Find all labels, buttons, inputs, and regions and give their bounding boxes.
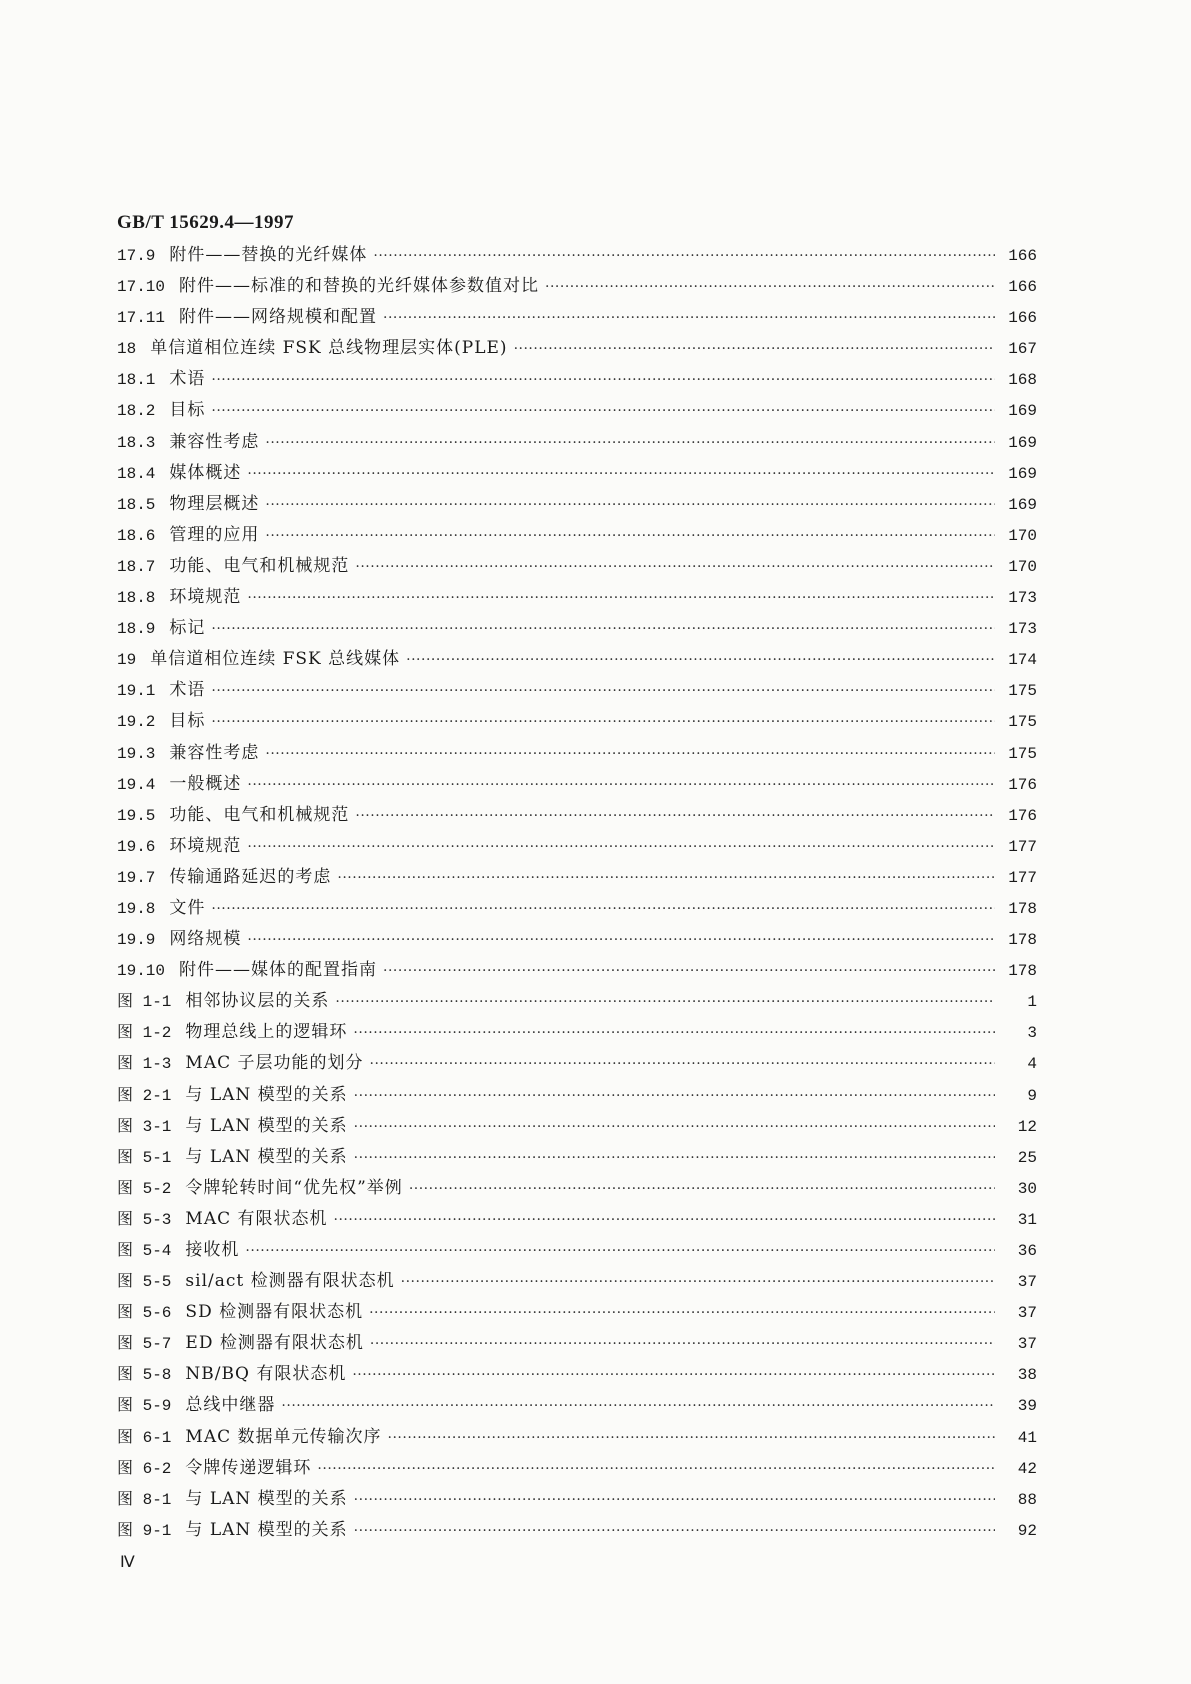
toc-entry-page: 169 bbox=[1008, 464, 1037, 483]
toc-entry-page: 37 bbox=[1017, 1335, 1037, 1354]
toc-entry-number: 图 6-1 bbox=[117, 1428, 172, 1447]
toc-entry-page: 175 bbox=[1008, 713, 1037, 732]
toc-entry bbox=[117, 395, 1037, 426]
toc-entry-number: 19.2 bbox=[117, 713, 156, 732]
toc-entry-page: 169 bbox=[1008, 433, 1037, 452]
toc-entry-page: 170 bbox=[1008, 557, 1037, 576]
dot-leader bbox=[211, 372, 995, 388]
toc-entry-page: 37 bbox=[1017, 1304, 1037, 1323]
toc-entry-title: 附件——媒体的配置指南 bbox=[179, 960, 378, 981]
toc-entry-page: 169 bbox=[1008, 495, 1037, 514]
dot-leader bbox=[245, 1243, 995, 1259]
toc-entry-title: 媒体概述 bbox=[169, 462, 242, 483]
toc-entry bbox=[117, 1453, 1037, 1484]
toc-entry-page: 9 bbox=[1027, 1086, 1037, 1105]
dot-leader bbox=[265, 435, 995, 451]
toc-entry-page: 176 bbox=[1008, 806, 1037, 825]
dot-leader bbox=[211, 901, 995, 917]
toc-entry-number: 19.5 bbox=[117, 806, 156, 825]
toc-entry-title: 物理层概述 bbox=[169, 493, 260, 514]
dot-leader bbox=[406, 652, 995, 668]
toc-entry bbox=[117, 1359, 1037, 1390]
toc-entry-title: 术语 bbox=[169, 680, 206, 701]
toc-entry bbox=[117, 364, 1037, 395]
dot-leader bbox=[355, 559, 995, 575]
toc-entry-title: 附件——替换的光纤媒体 bbox=[169, 245, 368, 265]
toc-entry-page: 42 bbox=[1017, 1459, 1037, 1478]
toc-entry bbox=[117, 1142, 1037, 1173]
toc-entry-title: NB/BQ 有限状态机 bbox=[185, 1364, 347, 1385]
dot-leader bbox=[354, 1492, 995, 1508]
toc-entry-title: 管理的应用 bbox=[169, 524, 260, 545]
dot-leader bbox=[247, 839, 995, 855]
toc-entry bbox=[117, 1266, 1037, 1297]
toc-entry bbox=[117, 862, 1037, 893]
toc-entry bbox=[117, 271, 1037, 302]
toc-entry-page: 3 bbox=[1027, 1024, 1037, 1043]
toc-entry-title: 与 LAN 模型的关系 bbox=[185, 1146, 348, 1167]
document-header: GB/T 15629.4—1997 bbox=[117, 212, 295, 233]
toc-entry-title: 环境规范 bbox=[169, 587, 242, 608]
toc-entry-page: 170 bbox=[1008, 526, 1037, 545]
toc-entry-number: 图 8-1 bbox=[117, 1490, 172, 1509]
dot-leader bbox=[409, 1181, 995, 1197]
dot-leader bbox=[383, 310, 995, 326]
dot-leader bbox=[247, 466, 995, 482]
dot-leader bbox=[211, 683, 995, 699]
dot-leader bbox=[370, 1336, 995, 1352]
dot-leader bbox=[353, 1025, 995, 1041]
toc-entry bbox=[117, 1390, 1037, 1421]
toc-entry-title: 与 LAN 模型的关系 bbox=[185, 1488, 348, 1509]
toc-entry-title: 一般概述 bbox=[169, 773, 242, 794]
toc-entry bbox=[117, 613, 1037, 644]
toc-entry-page: 168 bbox=[1008, 371, 1037, 390]
toc-entry bbox=[117, 1422, 1037, 1453]
toc-entry-title: 总线中继器 bbox=[185, 1395, 276, 1416]
dot-leader bbox=[383, 963, 995, 979]
dot-leader bbox=[317, 1461, 995, 1477]
dot-leader bbox=[211, 621, 995, 637]
toc-entry bbox=[117, 1515, 1037, 1546]
toc-entry bbox=[117, 302, 1037, 333]
dot-leader bbox=[369, 1305, 995, 1321]
toc-entry-page: 173 bbox=[1008, 620, 1037, 639]
toc-entry-page: 167 bbox=[1008, 340, 1037, 359]
toc-entry-number: 图 5-5 bbox=[117, 1273, 172, 1292]
toc-entry-title: 接收机 bbox=[185, 1240, 240, 1260]
toc-entry-page: 4 bbox=[1027, 1055, 1037, 1074]
toc-entry-number: 19.9 bbox=[117, 931, 156, 950]
toc-entry-page: 169 bbox=[1008, 402, 1037, 421]
toc-entry-title: 附件——标准的和替换的光纤媒体参数值对比 bbox=[179, 276, 540, 297]
toc-entry-number: 18.8 bbox=[117, 589, 156, 608]
toc-entry-title: 附件——网络规模和配置 bbox=[179, 307, 378, 328]
toc-entry-number: 19.7 bbox=[117, 868, 156, 887]
toc-entry-number: 18.6 bbox=[117, 526, 156, 545]
dot-leader bbox=[352, 1367, 995, 1383]
toc-entry-page: 177 bbox=[1008, 837, 1037, 856]
dot-leader bbox=[373, 248, 995, 264]
toc-entry bbox=[117, 1484, 1037, 1515]
dot-leader bbox=[265, 746, 995, 762]
toc-entry-title: MAC 有限状态机 bbox=[185, 1208, 328, 1229]
toc-entry bbox=[117, 675, 1037, 706]
toc-entry bbox=[117, 1048, 1037, 1079]
toc-entry-title: 令牌轮转时间“优先权”举例 bbox=[185, 1177, 403, 1198]
toc-entry-number: 图 9-1 bbox=[117, 1521, 172, 1540]
toc-entry bbox=[117, 520, 1037, 551]
toc-entry-title: 与 LAN 模型的关系 bbox=[185, 1519, 348, 1540]
toc-entry-number: 图 5-4 bbox=[117, 1242, 172, 1260]
toc-entry-title: 网络规模 bbox=[169, 929, 242, 950]
dot-leader bbox=[211, 403, 995, 419]
toc-entry-number: 图 5-6 bbox=[117, 1304, 172, 1323]
toc-entry-page: 25 bbox=[1017, 1148, 1037, 1167]
toc-entry bbox=[117, 427, 1037, 458]
toc-entry-page: 38 bbox=[1017, 1366, 1037, 1385]
toc-entry bbox=[117, 1173, 1037, 1204]
dot-leader bbox=[337, 870, 995, 886]
toc-entry-number: 19.3 bbox=[117, 744, 156, 763]
toc-entry-page: 175 bbox=[1008, 744, 1037, 763]
toc-entry-page: 166 bbox=[1008, 247, 1037, 265]
dot-leader bbox=[281, 1398, 995, 1414]
page-number-footer: Ⅳ bbox=[120, 1554, 135, 1571]
toc-entry-title: 令牌传递逻辑环 bbox=[185, 1457, 312, 1478]
toc-entry-title: 目标 bbox=[169, 400, 206, 421]
toc-entry-page: 31 bbox=[1017, 1210, 1037, 1229]
toc-entry bbox=[117, 706, 1037, 737]
dot-leader bbox=[247, 932, 995, 948]
toc-entry bbox=[117, 800, 1037, 831]
toc-entry-number: 18.5 bbox=[117, 495, 156, 514]
toc-entry-page: 175 bbox=[1008, 682, 1037, 701]
toc-entry-title: SD 检测器有限状态机 bbox=[185, 1302, 364, 1323]
toc-entry-number: 19.6 bbox=[117, 837, 156, 856]
toc-entry-number: 17.11 bbox=[117, 309, 166, 328]
toc-entry bbox=[117, 333, 1037, 364]
toc-entry-number: 19.4 bbox=[117, 775, 156, 794]
toc-entry-title: 兼容性考虑 bbox=[169, 742, 260, 763]
toc-entry-title: MAC 子层功能的划分 bbox=[185, 1053, 364, 1074]
toc-entry-title: 标记 bbox=[169, 618, 206, 639]
toc-entry-title: 环境规范 bbox=[169, 835, 242, 856]
toc-entry-page: 176 bbox=[1008, 775, 1037, 794]
dot-leader bbox=[265, 528, 995, 544]
dot-leader bbox=[388, 1430, 995, 1446]
toc-entry-title: 单信道相位连续 FSK 总线媒体 bbox=[150, 649, 401, 670]
dot-leader bbox=[545, 279, 995, 295]
toc-entry bbox=[117, 1204, 1037, 1235]
toc-entry-title: 与 LAN 模型的关系 bbox=[185, 1084, 348, 1105]
toc-entry-title: sil/act 检测器有限状态机 bbox=[185, 1271, 395, 1292]
dot-leader bbox=[514, 341, 995, 357]
toc-entry bbox=[117, 831, 1037, 862]
toc-entry-title: ED 检测器有限状态机 bbox=[185, 1333, 364, 1354]
toc-entry-number: 19 bbox=[117, 651, 137, 670]
toc-entry-number: 图 3-1 bbox=[117, 1117, 172, 1136]
toc-entry-page: 174 bbox=[1008, 651, 1037, 670]
toc-entry bbox=[117, 1297, 1037, 1328]
toc-entry-page: 12 bbox=[1017, 1117, 1037, 1136]
toc-entry-title: 目标 bbox=[169, 711, 206, 732]
toc-entry bbox=[117, 738, 1037, 769]
toc-entry-number: 图 1-2 bbox=[117, 1024, 172, 1043]
toc-entry-number: 19.8 bbox=[117, 899, 156, 918]
toc-entry-number: 图 5-8 bbox=[117, 1366, 172, 1385]
dot-leader bbox=[265, 497, 995, 513]
toc-entry-number: 19.1 bbox=[117, 682, 156, 701]
toc-entry bbox=[117, 955, 1037, 986]
toc-entry bbox=[117, 458, 1037, 489]
toc-entry-number: 图 5-7 bbox=[117, 1335, 172, 1354]
dot-leader bbox=[247, 590, 995, 606]
toc-entry-number: 19.10 bbox=[117, 962, 166, 981]
toc-entry-number: 图 5-9 bbox=[117, 1397, 172, 1416]
toc-entry-page: 36 bbox=[1017, 1242, 1037, 1260]
toc-entry-page: 178 bbox=[1008, 899, 1037, 918]
toc-entry-number: 18 bbox=[117, 340, 137, 359]
dot-leader bbox=[354, 1119, 995, 1135]
dot-leader bbox=[370, 1056, 995, 1072]
toc-entry-title: 传输通路延迟的考虑 bbox=[169, 866, 332, 887]
toc-entry-page: 88 bbox=[1017, 1490, 1037, 1509]
dot-leader bbox=[401, 1274, 995, 1290]
toc-entry-number: 18.4 bbox=[117, 464, 156, 483]
toc-entry-number: 图 1-3 bbox=[117, 1055, 172, 1074]
toc-entry-number: 18.3 bbox=[117, 433, 156, 452]
toc-entry bbox=[117, 986, 1037, 1017]
toc-entry bbox=[117, 551, 1037, 582]
toc-entry-number: 18.1 bbox=[117, 371, 156, 390]
toc-entry-title: 单信道相位连续 FSK 总线物理层实体(PLE) bbox=[150, 338, 508, 359]
toc-entry bbox=[117, 1080, 1037, 1111]
toc-entry bbox=[117, 769, 1037, 800]
toc-entry-title: 相邻协议层的关系 bbox=[185, 991, 330, 1012]
toc-entry-title: 文件 bbox=[169, 897, 206, 918]
dot-leader bbox=[335, 994, 995, 1010]
toc-entry-number: 17.9 bbox=[117, 247, 156, 265]
toc-entry-title: 与 LAN 模型的关系 bbox=[185, 1115, 348, 1136]
dot-leader bbox=[354, 1523, 995, 1539]
toc-entry bbox=[117, 1328, 1037, 1359]
toc-entry-title: MAC 数据单元传输次序 bbox=[185, 1426, 382, 1447]
dot-leader bbox=[211, 714, 995, 730]
toc-entry bbox=[117, 489, 1037, 520]
toc-entry-number: 18.9 bbox=[117, 620, 156, 639]
table-of-contents bbox=[117, 240, 1037, 1546]
dot-leader bbox=[334, 1212, 995, 1228]
toc-entry-page: 177 bbox=[1008, 868, 1037, 887]
toc-entry-page: 39 bbox=[1017, 1397, 1037, 1416]
toc-entry-number: 18.7 bbox=[117, 557, 156, 576]
toc-entry-title: 兼容性考虑 bbox=[169, 431, 260, 452]
toc-entry-page: 1 bbox=[1027, 993, 1037, 1012]
toc-entry-number: 图 2-1 bbox=[117, 1086, 172, 1105]
toc-entry-title: 功能、电气和机械规范 bbox=[169, 555, 350, 576]
toc-entry-page: 178 bbox=[1008, 931, 1037, 950]
toc-entry bbox=[117, 1017, 1037, 1048]
toc-entry-page: 92 bbox=[1017, 1521, 1037, 1540]
toc-entry-number: 图 1-1 bbox=[117, 993, 172, 1012]
toc-entry-title: 术语 bbox=[169, 369, 206, 390]
toc-entry-page: 37 bbox=[1017, 1273, 1037, 1292]
toc-entry-page: 166 bbox=[1008, 278, 1037, 297]
toc-entry-page: 166 bbox=[1008, 309, 1037, 328]
toc-entry-title: 物理总线上的逻辑环 bbox=[185, 1022, 348, 1043]
toc-entry-page: 30 bbox=[1017, 1179, 1037, 1198]
toc-entry-page: 178 bbox=[1008, 962, 1037, 981]
toc-entry bbox=[117, 1111, 1037, 1142]
toc-entry bbox=[117, 240, 1037, 271]
toc-entry-number: 图 5-2 bbox=[117, 1179, 172, 1198]
toc-entry-number: 图 6-2 bbox=[117, 1459, 172, 1478]
toc-entry bbox=[117, 644, 1037, 675]
toc-entry-number: 18.2 bbox=[117, 402, 156, 421]
dot-leader bbox=[354, 1088, 995, 1104]
toc-entry-title: 功能、电气和机械规范 bbox=[169, 804, 350, 825]
toc-entry bbox=[117, 582, 1037, 613]
toc-entry bbox=[117, 893, 1037, 924]
toc-entry bbox=[117, 1235, 1037, 1266]
dot-leader bbox=[354, 1150, 995, 1166]
toc-entry-page: 41 bbox=[1017, 1428, 1037, 1447]
toc-entry-page: 173 bbox=[1008, 589, 1037, 608]
toc-entry bbox=[117, 924, 1037, 955]
dot-leader bbox=[355, 808, 995, 824]
dot-leader bbox=[247, 777, 995, 793]
toc-entry-number: 图 5-3 bbox=[117, 1210, 172, 1229]
toc-entry-number: 图 5-1 bbox=[117, 1148, 172, 1167]
toc-entry-number: 17.10 bbox=[117, 278, 166, 297]
